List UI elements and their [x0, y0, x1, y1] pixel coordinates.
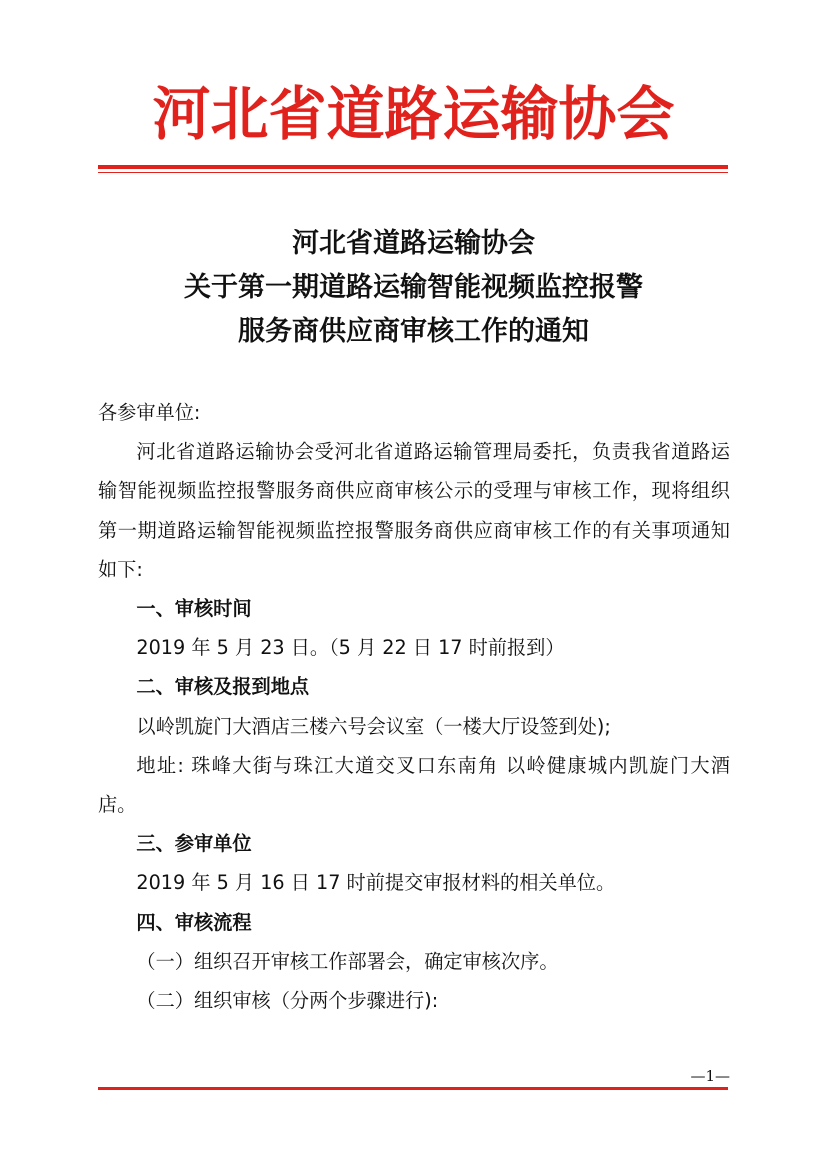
masthead-org-name: 河北省道路运输协会 — [152, 80, 675, 148]
notice-body — [98, 393, 730, 1020]
section-participants-text: 2019 年 5 月 16 日 17 时前提交审报材料的相关单位。 — [136, 871, 616, 895]
footer-rule — [98, 1087, 728, 1090]
page-number: —1— — [690, 1067, 730, 1085]
title-line-2: 关于第一期道路运输智能视频监控报警 — [184, 272, 643, 303]
masthead-rule-thin — [98, 172, 728, 173]
section-location-address: 地址: 珠峰大街与珠江大道交叉口东南角 以岭健康城内凯旋门大酒店。 — [98, 753, 730, 817]
salutation: 各参审单位: — [98, 401, 201, 424]
section-process-step-1: （一）组织召开审核工作部署会，确定审核次序。 — [136, 949, 559, 973]
section-heading-process: 四、审核流程 — [136, 910, 252, 934]
notice-title — [0, 222, 827, 354]
section-heading-time: 一、审核时间 — [136, 597, 252, 621]
section-process-step-2: （二）组织审核（分两个步骤进行): — [136, 989, 439, 1013]
title-line-1: 河北省道路运输协会 — [292, 228, 535, 259]
title-line-3: 服务商供应商审核工作的通知 — [238, 316, 589, 347]
intro-paragraph: 河北省道路运输协会受河北省道路运输管理局委托，负责我省道路运输智能视频监控报警服务商供应商审核公示的受理与审核工作，现将组织第一期道路运输智能视频监控报警服务商供应商审核工作的有关事项通知如下: — [98, 440, 730, 581]
section-heading-location: 二、审核及报到地点 — [136, 675, 310, 699]
masthead-rule-thick — [98, 165, 728, 169]
section-time-text: 2019 年 5 月 23 日。（5 月 22 日 17 时前报到） — [136, 636, 565, 660]
section-location-venue: 以岭凯旋门大酒店三楼六号会议室（一楼大厅设签到处); — [136, 714, 611, 738]
section-heading-participants: 三、参审单位 — [136, 832, 252, 856]
